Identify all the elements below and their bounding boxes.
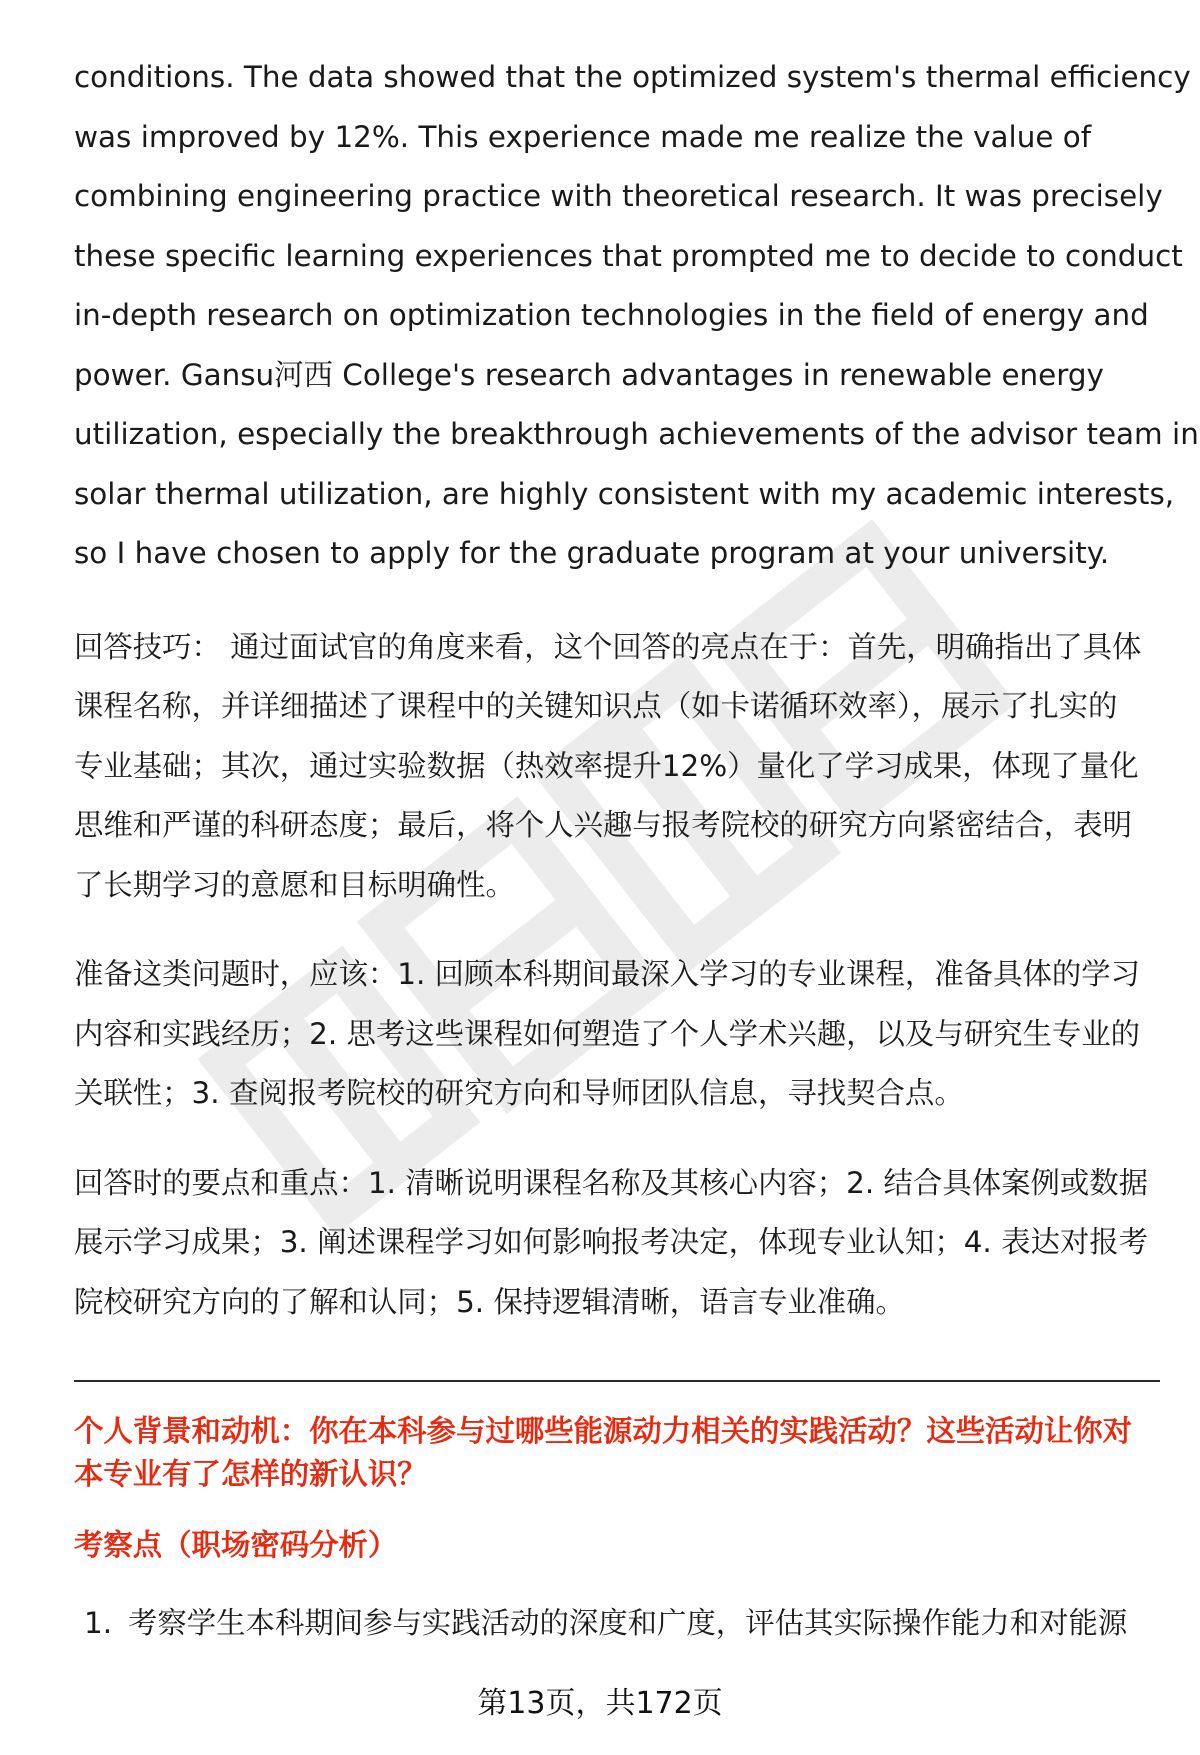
document-body (74, 48, 1199, 1332)
question-line: 个人背景和动机：你在本科参与过哪些能源动力相关的实践活动？这些活动让你对 (74, 1414, 1133, 1448)
text-line: combining engineering practice with theoretical research. It was precisely (74, 179, 1163, 213)
text-line: 专业基础；其次，通过实验数据（热效率提升12%）量化了学习成果，体现了量化 (74, 748, 1139, 783)
text-line: 关联性；3. 查阅报考院校的研究方向和导师团队信息，寻找契合点。 (74, 1076, 964, 1110)
text-line: these specific learning experiences that prompted me to decide to conduct (74, 238, 1183, 273)
list-item (84, 1602, 1160, 1645)
text-line: 了长期学习的意愿和目标明确性。 (74, 867, 515, 902)
text-line: conditions. The data showed that the optimized system's thermal efficiency (74, 60, 1191, 94)
text-line: 回答技巧： 通过面试官的角度来看，这个回答的亮点在于：首先，明确指出了具体 (74, 629, 1142, 664)
text-line: 课程名称，并详细描述了课程中的关键知识点（如卡诺循环效率），展示了扎实的 (74, 689, 1118, 723)
text-line: 展示学习成果；3. 阐述课程学习如何影响报考决定，体现专业认知；4. 表达对报考 (74, 1225, 1149, 1259)
page-number-footer: 第13页，共172页 (477, 1686, 723, 1721)
paragraph-spacer (74, 915, 1160, 945)
assessment-points-heading: 考察点（职场密码分析） (74, 1528, 398, 1562)
paragraph-spacer (74, 584, 1160, 618)
text-line: solar thermal utilization, are highly consistent with my academic interests, (74, 476, 1175, 511)
answer-tips-paragraph (74, 618, 1160, 916)
list-item-text: 考察学生本科期间参与实践活动的深度和广度，评估其实际操作能力和对能源 (128, 1606, 1128, 1640)
text-line: power. Gansu河西 College's research advantages in renewable energy (74, 357, 1104, 392)
text-line: 院校研究方向的了解和认同；5. 保持逻辑清晰，语言专业准确。 (74, 1284, 905, 1319)
list-item-number: 1. (84, 1606, 113, 1640)
text-line: in-depth research on optimization technologies in the field of energy and (74, 298, 1149, 332)
section-divider (74, 1380, 1160, 1382)
text-line: 准备这类问题时，应该：1. 回顾本科期间最深入学习的专业课程，准备具体的学习 (74, 957, 1141, 991)
text-line: utilization, especially the breakthrough achievements of the advisor team in (74, 417, 1199, 451)
english-answer-paragraph (74, 48, 1199, 584)
text-line: 回答时的要点和重点：1. 清晰说明课程名称及其核心内容；2. 结合具体案例或数据 (74, 1165, 1149, 1200)
question-heading (74, 1410, 1160, 1496)
preparation-paragraph (74, 945, 1160, 1124)
text-line: was improved by 12%. This experience made me realize the value of (74, 119, 1092, 154)
paragraph-spacer (74, 1124, 1160, 1154)
text-line: 思维和严谨的科研态度；最后，将个人兴趣与报考院校的研究方向紧密结合，表明 (74, 808, 1133, 842)
question-line: 本专业有了怎样的新认识？ (74, 1457, 427, 1491)
key-points-paragraph (74, 1154, 1160, 1333)
text-line: so I have chosen to apply for the graduate program at your university. (74, 536, 1110, 570)
text-line: 内容和实践经历；2. 思考这些课程如何塑造了个人学术兴趣，以及与研究生专业的 (74, 1016, 1141, 1051)
